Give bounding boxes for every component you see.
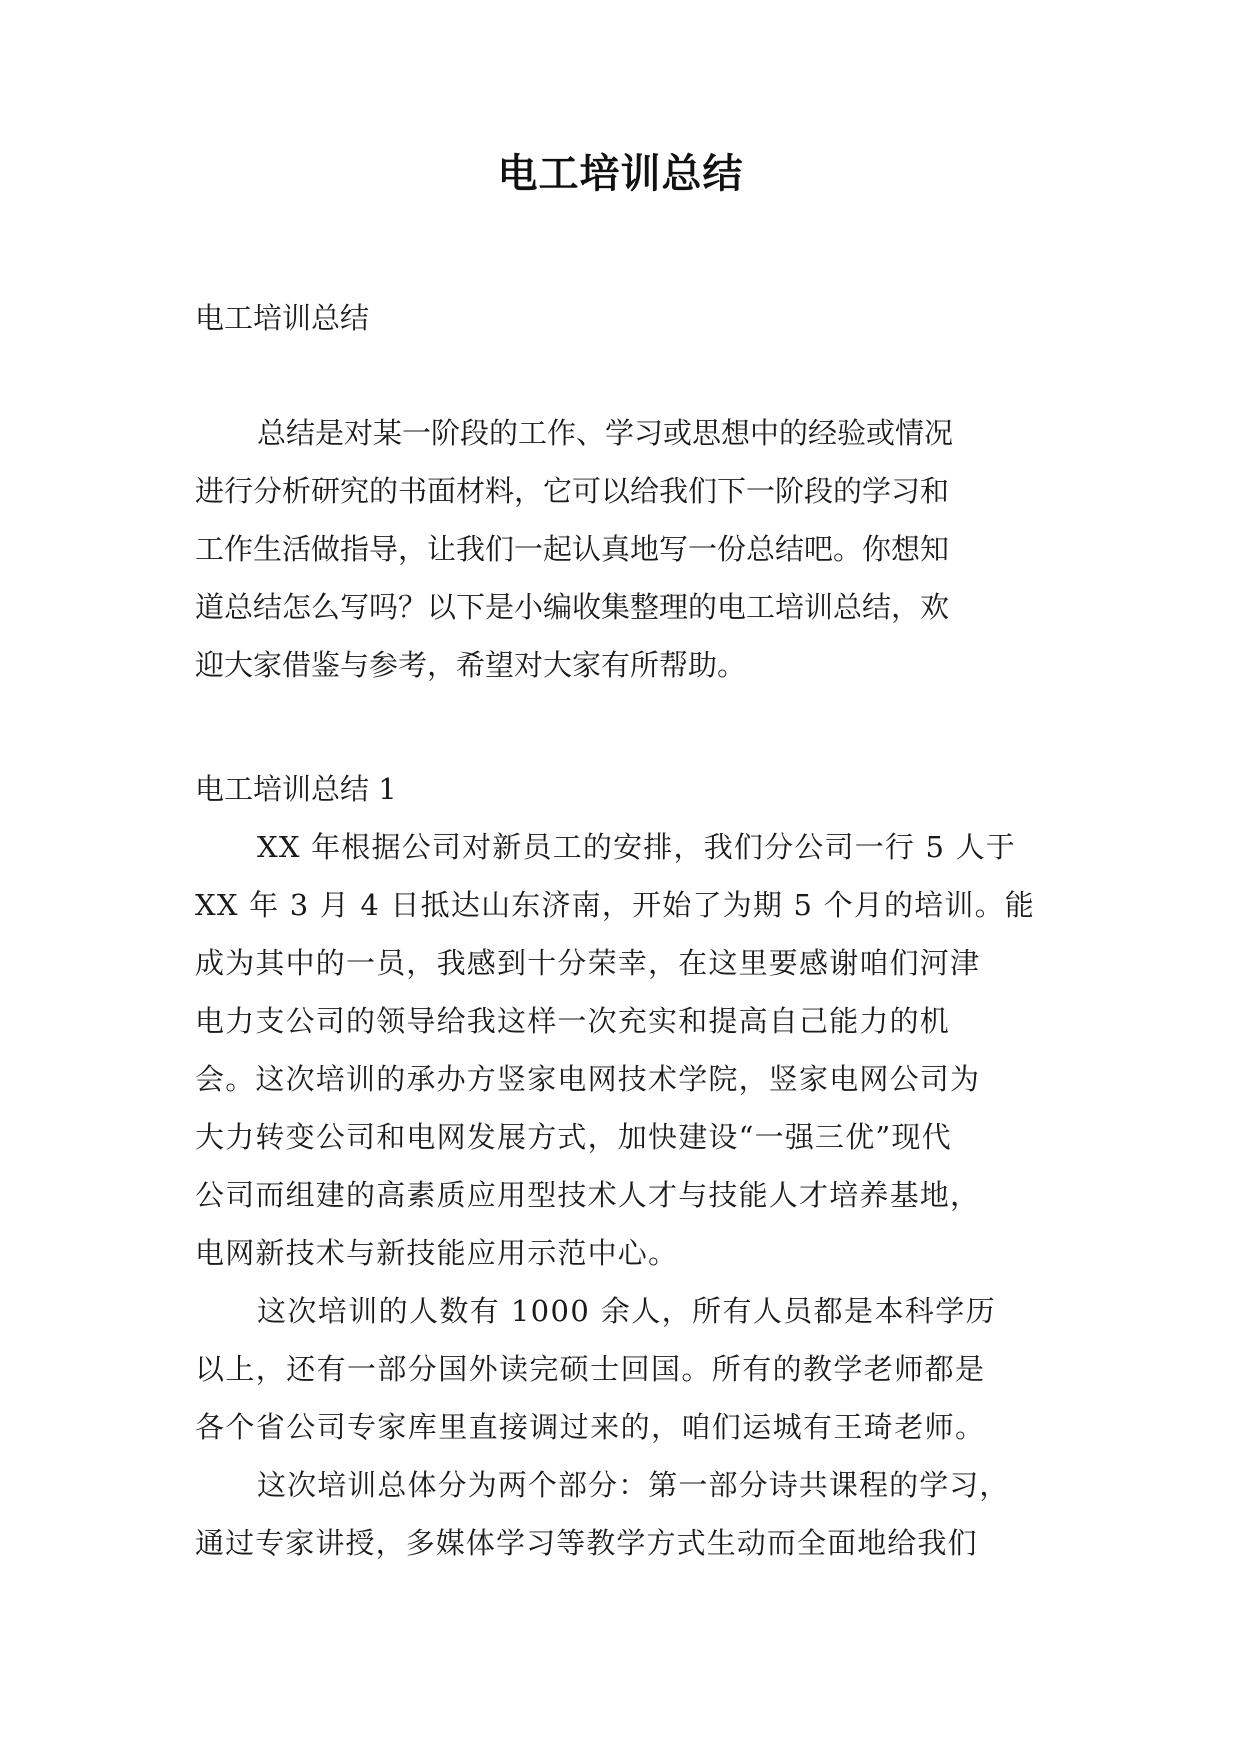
- paragraph-line: 各个省公司专家库里直接调过来的，咱们运城有王琦老师。: [195, 1410, 986, 1444]
- paragraph: [195, 818, 1055, 1282]
- paragraph-line: 成为其中的一员，我感到十分荣幸，在这里要感谢咱们河津: [195, 946, 981, 980]
- paragraph: [195, 1456, 1055, 1572]
- paragraph-line: XX 年 3 月 4 日抵达山东济南，开始了为期 5 个月的培训。能: [195, 888, 1035, 922]
- paragraph-line: 电网新技术与新技能应用示范中心。: [195, 1236, 679, 1270]
- paragraph-line: 通过专家讲授，多媒体学习等教学方式生动而全面地给我们: [195, 1526, 978, 1560]
- intro-line: 进行分析研究的书面材料，它可以给我们下一阶段的学习和: [195, 474, 950, 508]
- paragraph-line: 大力转变公司和电网发展方式，加快建设“一强三优”现代: [195, 1120, 952, 1154]
- paragraph: [195, 1282, 1055, 1456]
- intro-paragraph: [195, 404, 1055, 694]
- document-title: 电工培训总结: [497, 151, 744, 197]
- section-body: [195, 818, 1055, 1572]
- intro-line: 工作生活做指导，让我们一起认真地写一份总结吧。你想知: [195, 532, 950, 566]
- paragraph-line: 电力支公司的领导给我这样一次充实和提高自己能力的机: [195, 1004, 951, 1038]
- paragraph-line: 公司而组建的高素质应用型技术人才与技能人才培养基地，: [195, 1178, 981, 1212]
- intro-line: 道总结怎么写吗？以下是小编收集整理的电工培训总结，欢: [195, 590, 950, 624]
- paragraph-line: 以上，还有一部分国外读完硕士回国。所有的教学老师都是: [195, 1352, 986, 1386]
- paragraph-line: 这次培训总体分为两个部分：第一部分诗共课程的学习，: [257, 1468, 1010, 1502]
- intro-line: 总结是对某一阶段的工作、学习或思想中的经验或情况: [257, 416, 954, 450]
- section-heading: 电工培训总结 1: [195, 772, 397, 806]
- paragraph-line: XX 年根据公司对新员工的安排，我们分公司一行 5 人于: [257, 830, 1016, 864]
- document-subtitle: 电工培训总结: [195, 301, 370, 335]
- intro-line: 迎大家借鉴与参考，希望对大家有所帮助。: [195, 648, 747, 682]
- paragraph-line: 这次培训的人数有 1000 余人，所有人员都是本科学历: [257, 1294, 997, 1328]
- paragraph-line: 会。这次培训的承办方竖家电网技术学院，竖家电网公司为: [195, 1062, 981, 1096]
